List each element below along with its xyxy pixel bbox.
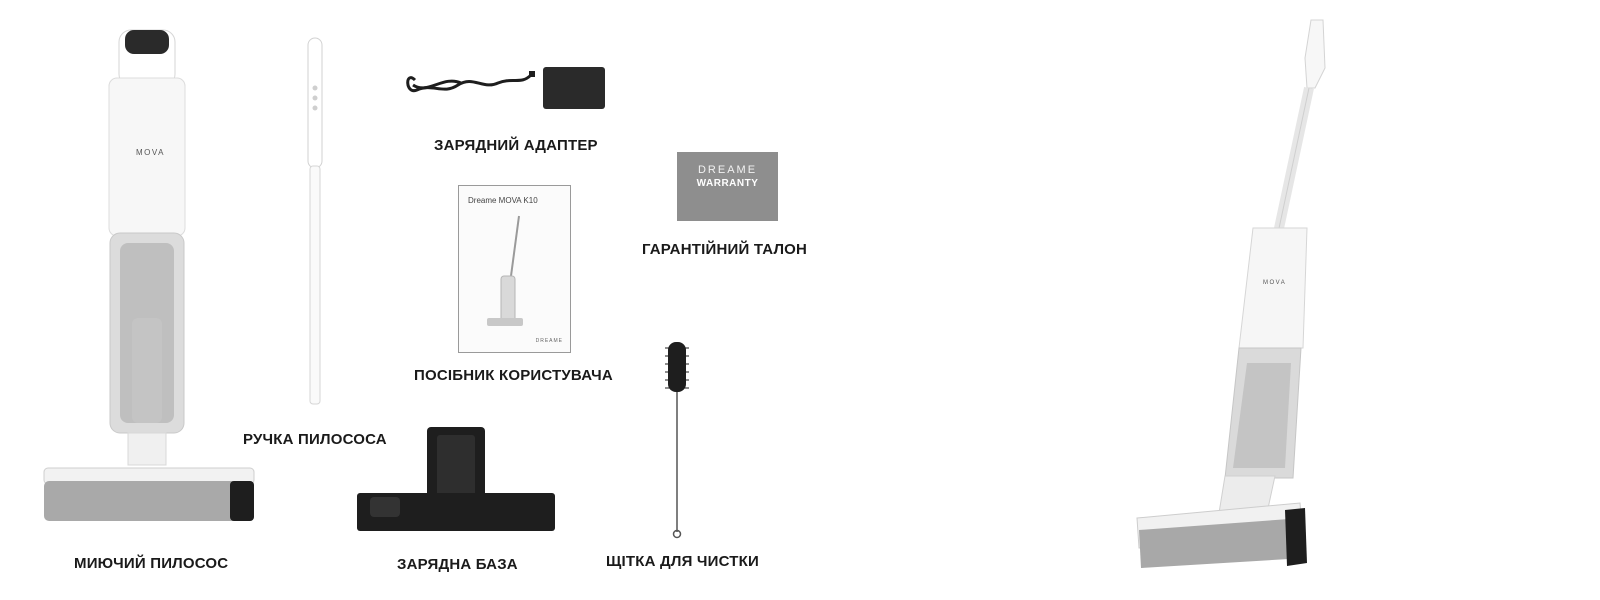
vacuum-logo: MOVA: [136, 148, 165, 157]
label-charging-base: ЗАРЯДНА БАЗА: [397, 556, 518, 573]
assembled-vacuum-image: [1135, 18, 1330, 588]
label-handle: РУЧКА ПИЛОСОСА: [243, 431, 387, 448]
label-washing-vacuum: МИЮЧИЙ ПИЛОСОС: [74, 555, 229, 572]
warranty-card-image: [677, 152, 778, 221]
vacuum-handle-image: [304, 36, 326, 408]
charging-base-image: [355, 425, 557, 535]
label-charging-adapter: ЗАРЯДНИЙ АДАПТЕР: [434, 137, 598, 154]
warranty-word: WARRANTY: [696, 178, 759, 189]
manual-brand: DREAME: [535, 338, 563, 344]
label-cleaning-brush: ЩІТКА ДЛЯ ЧИСТКИ: [606, 553, 760, 570]
assembled-vacuum-logo: MOVA: [1263, 280, 1287, 286]
washing-vacuum-image: [40, 28, 265, 533]
charging-adapter-image: [403, 55, 608, 115]
user-manual-image: [458, 185, 571, 353]
label-user-manual: ПОСІБНИК КОРИСТУВАЧА: [414, 367, 613, 384]
warranty-brand: DREAME: [697, 164, 758, 176]
manual-title: Dreame MOVA K10: [468, 196, 538, 205]
label-warranty-card: ГАРАНТІЙНИЙ ТАЛОН: [642, 241, 808, 258]
cleaning-brush-image: [665, 340, 689, 540]
